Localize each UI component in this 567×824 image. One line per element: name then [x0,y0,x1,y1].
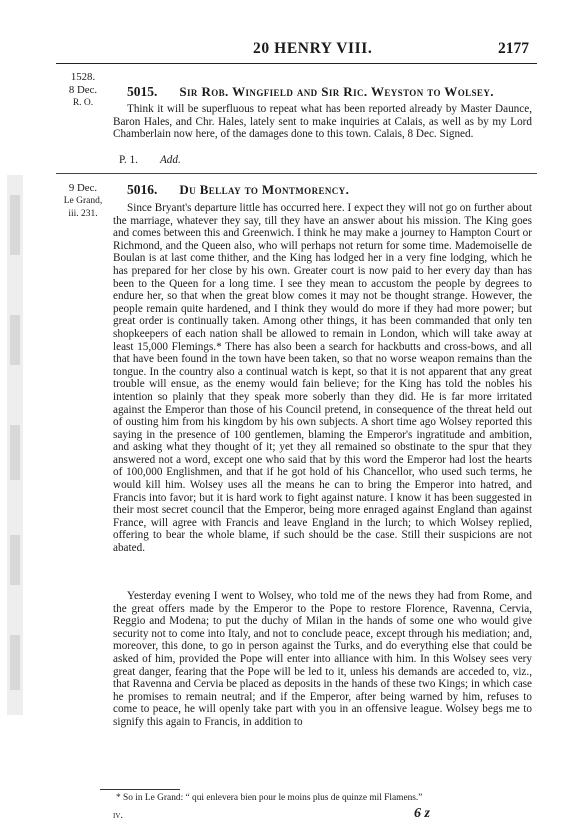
running-head [0,40,567,62]
margin-date-5015 [58,71,108,110]
addendum-note: Add. [159,154,181,166]
entry-paragraph: Yesterday evening I went to Wolsey, who told me of the news they had from Rome, and the great offers made by the Emperor to the Pope to restore Florence, Ravenna, Cervia, Reggio and Modena; to put the duchy of Milan in the hands of some one who would give security not to come into Italy, and not to conclude peace, except through his mediation; and, moreover, this done, to go in person against the Turks, and do everything else that could be asked of him, provided the Pope will enter into alliance with him. In this Wolsey sees very great danger, fearing that the Pope will be led to it, unless his demands are acceded to, viz., that Ravenna and Cervia be placed as deposits in the hands of these two Kings; in which case he promises to remain neutral; and if the Emperor, after being warned by him, refuses to come to peace, he will openly take part with you in an offensive league. Wolsey begs me to signify this again to Francis, in addition to [113,590,532,728]
entry-heading-5015 [127,84,535,100]
entry-paragraph: Since Bryant's departure little has occurred here. I expect they will not go on further about the marriage, whatever they say, till they have an answer about his mission. The King goes and comes between this and Greenwich. I think he may make a journey to Hampton Court or Richmond, and the Queen also, who will perhaps not return for some time. Mademoiselle de Boulan is at last come thither, and the King has lodged her in a very fine lodging, which he has prepared for her close by his own. Greater court is now paid to her every day than has been to the Queen for a long time. I see they mean to accustom the people by degrees to endure her, so that when the great blow comes it may not be thought strange. However, the people remain quite hardened, and I think they would do more if they had more power; but great order is continually taken. Among other things, it has been commanded that only ten shopkeepers of each nation shall be allowed to remain in London, which will take away at least 15,000 Flemings.* There has also been a search for hackbutts and cross-bows, and all that have been found in the town have been taken, so that no worse weapon remains than the tongue. In the country also a continual watch is kept, so that it is not apparent that any great trouble will ensue, as the enemy would fain believe; for the King has told the nobles his intention so plainly that they speak more soberly than they did. He is far more irritated against the Emperor than those of his Council pretend, in consequence of the threat held out of ousting him from his kingdom by his own subjects. A short time ago Wolsey reported this saying in the presence of 100 gentlemen, blaming the Emperor's ingratitude and ambition, and asking what they thought of it; yet they all remained so obstinate to the spur that they answered not a word, except one who said that by this word the Emperor had lost the hearts of 100,000 Englishmen, and that if he got hold of his Chancellor, who used such terms, he would kill him. Wolsey uses all the means he can to bring the Emperor into hatred, and Francis into favor; but it is hard work to fight against nature. I know it has been suggested in their most secret council that the Emperor, being more enraged against England than against France, will agree with Francis and leave England in the lurch; to which Wolsey replied, offering to bear the whole blame, if such should be the case. Still their suspicions are not abated. [113,202,532,555]
signature-mark: iv. [113,810,124,821]
footnote-rule [100,789,180,790]
margin-date-5016 [58,182,108,221]
footnote: * So in Le Grand: “ qui enlevera bien pour le moins plus de quinze mil Flamens.” [116,793,423,803]
entry-number: 5016. [127,182,158,197]
entry-separator [56,173,537,174]
watermark-logo [4,175,26,715]
header-rule [56,63,537,64]
margin-year: 1528. [70,71,96,83]
entry-paragraph: Think it will be superfluous to repeat what has been reported already by Master Daunce, Baron Hales, and Chr. Hales, lately sent to make inquiries at Calais, as well as by my Lord Chamberlain now here, of the damages done to this town. Calais, 8 Dec. Signed. [113,103,532,141]
signature-mark: 6 z [414,806,430,821]
margin-source: iii. 231. [68,209,98,219]
margin-source: R. O. [72,98,94,108]
margin-date: 8 Dec. [68,84,98,96]
margin-source: Le Grand, [63,196,103,206]
entry-title: Sir Rob. Wingfield and Sir Ric. Weyston to Wolsey. [179,84,494,99]
margin-date: 9 Dec. [68,182,98,194]
size-note: P. 1. [119,154,138,166]
page-number: 2177 [498,40,529,57]
entry-title: Du Bellay to Montmorency. [179,182,350,197]
entry-heading-5016 [127,182,535,198]
entry-number: 5015. [127,84,158,99]
running-title: 20 HENRY VIII. [253,40,373,57]
entry-size-line [113,154,532,167]
